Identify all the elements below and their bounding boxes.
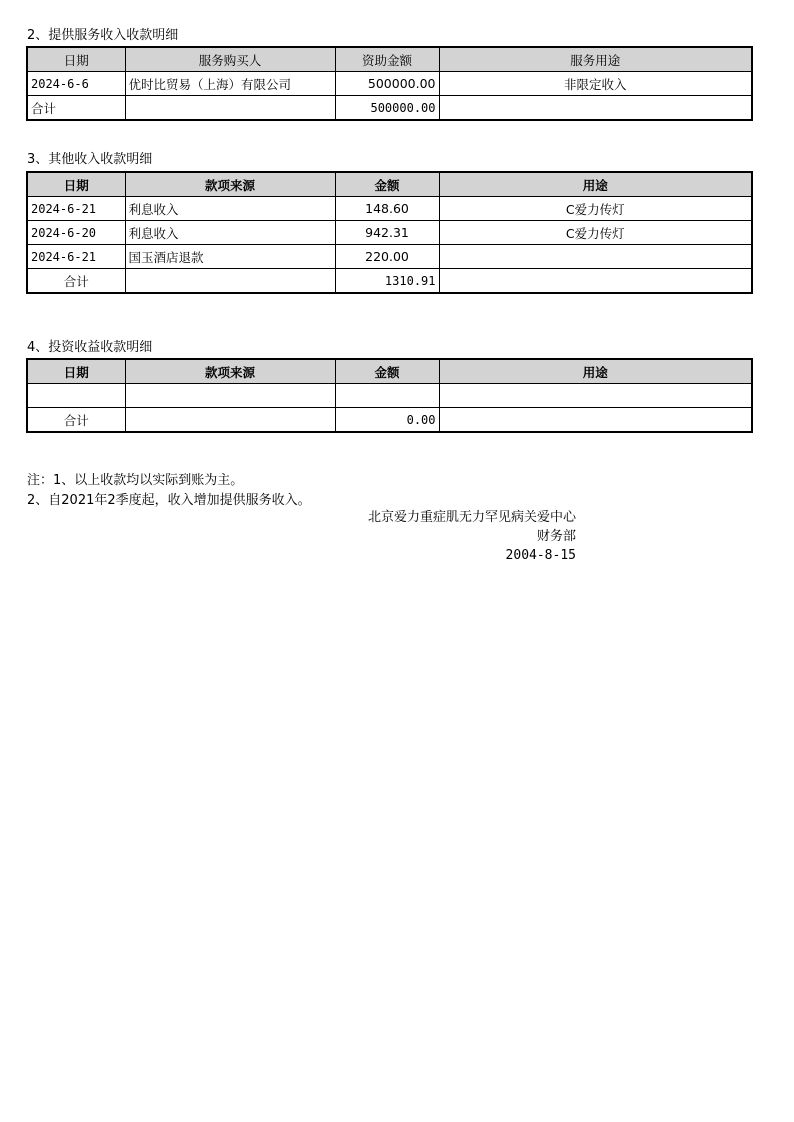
section2-title: 2、提供服务收入收款明细	[27, 28, 179, 43]
row-amount: 500000.00	[335, 72, 439, 96]
row-source	[125, 384, 335, 408]
row-purpose	[439, 245, 752, 269]
total-amount: 0.00	[335, 408, 439, 433]
row-purpose: 非限定收入	[439, 72, 752, 96]
total-row	[27, 408, 752, 433]
total-row	[27, 269, 752, 294]
total-empty	[125, 96, 335, 121]
other-income-table	[26, 171, 753, 294]
section3-title: 3、其他收入收款明细	[27, 152, 153, 167]
row-amount	[335, 384, 439, 408]
total-empty	[125, 269, 335, 294]
table-header-row	[27, 172, 752, 197]
col-source: 款项来源	[125, 172, 335, 197]
col-purpose: 用途	[439, 359, 752, 384]
col-amount: 金额	[335, 172, 439, 197]
row-date: 2024-6-20	[27, 221, 125, 245]
table-row	[27, 221, 752, 245]
col-amount: 资助金额	[335, 47, 439, 72]
service-income-table	[26, 46, 753, 121]
note-line-2: 2、自2021年2季度起，收入增加提供服务收入。	[27, 493, 311, 508]
col-buyer: 服务购买人	[125, 47, 335, 72]
row-purpose: C爱力传灯	[439, 221, 752, 245]
total-amount: 1310.91	[335, 269, 439, 294]
row-amount: 942.31	[335, 221, 439, 245]
col-date: 日期	[27, 172, 125, 197]
total-label: 合计	[27, 269, 125, 294]
row-purpose: C爱力传灯	[439, 197, 752, 221]
investment-income-table	[26, 358, 753, 433]
row-buyer: 优时比贸易（上海）有限公司	[125, 72, 335, 96]
signature-org: 北京爱力重症肌无力罕见病关爱中心	[367, 510, 576, 525]
col-date: 日期	[27, 359, 125, 384]
col-purpose: 用途	[439, 172, 752, 197]
total-empty	[439, 408, 752, 433]
total-empty	[125, 408, 335, 433]
col-amount: 金额	[335, 359, 439, 384]
total-amount: 500000.00	[335, 96, 439, 121]
note-line-1: 注：1、以上收款均以实际到账为主。	[27, 473, 244, 488]
row-source: 国玉酒店退款	[125, 245, 335, 269]
row-date: 2024-6-21	[27, 245, 125, 269]
row-source: 利息收入	[125, 221, 335, 245]
total-empty	[439, 269, 752, 294]
signature-date: 2004-8-15	[505, 548, 576, 563]
table-row	[27, 384, 752, 408]
table-row	[27, 197, 752, 221]
row-amount: 220.00	[335, 245, 439, 269]
table-header-row	[27, 47, 752, 72]
row-date: 2024-6-21	[27, 197, 125, 221]
row-purpose	[439, 384, 752, 408]
signature-dept: 财务部	[536, 529, 576, 544]
row-source: 利息收入	[125, 197, 335, 221]
table-row	[27, 245, 752, 269]
row-amount: 148.60	[335, 197, 439, 221]
total-label: 合计	[27, 408, 125, 433]
section4-title: 4、投资收益收款明细	[27, 340, 153, 355]
total-empty	[439, 96, 752, 121]
row-date	[27, 384, 125, 408]
table-header-row	[27, 359, 752, 384]
total-row	[27, 96, 752, 121]
col-purpose: 服务用途	[439, 47, 752, 72]
col-date: 日期	[27, 47, 125, 72]
table-row	[27, 72, 752, 96]
row-date: 2024-6-6	[27, 72, 125, 96]
col-source: 款项来源	[125, 359, 335, 384]
total-label: 合计	[27, 96, 125, 121]
